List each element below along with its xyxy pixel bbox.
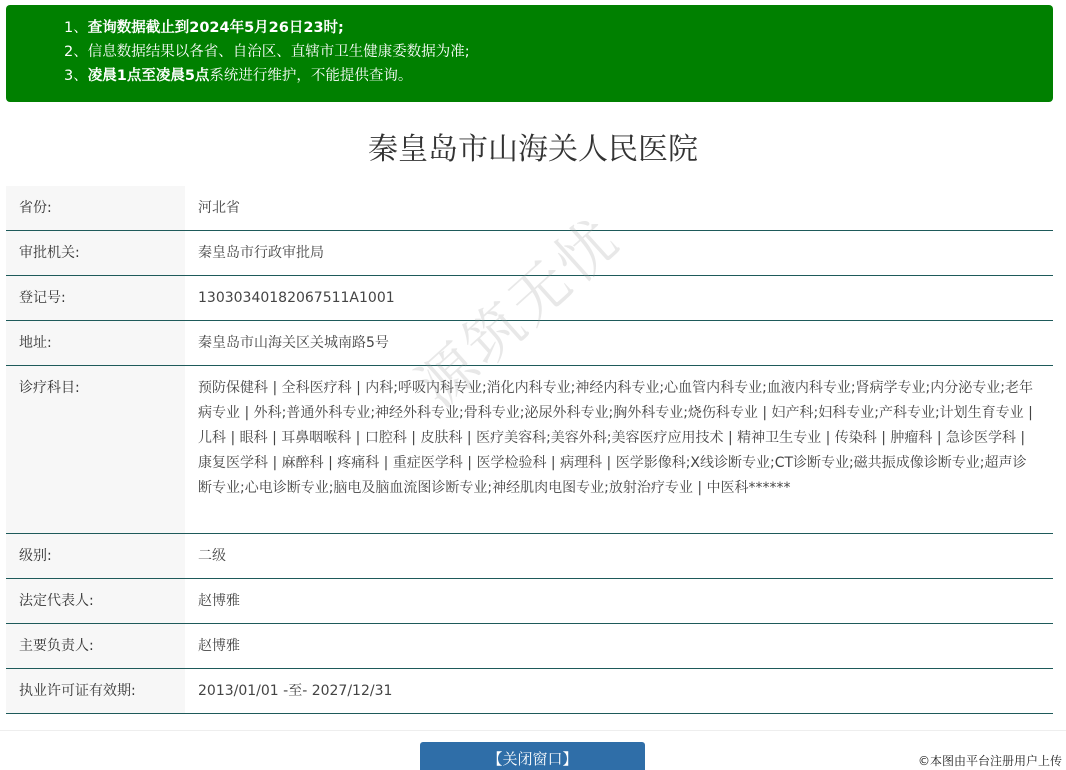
table-row-legal-rep xyxy=(6,579,1053,624)
hospital-info-table xyxy=(6,186,1053,714)
hospital-name: 秦皇岛市山海关人民医院 xyxy=(368,132,698,167)
notice-line-2-text: 信息数据结果以各省、自治区、直辖市卫生健康委数据为准; xyxy=(87,44,470,60)
table-row-reg-no xyxy=(6,276,1053,321)
authority-value: 秦皇岛市行政审批局 xyxy=(198,245,324,261)
departments-label: 诊疗科目: xyxy=(19,380,80,396)
notice-line-2-index: 2、 xyxy=(64,44,88,60)
validity-value: 2013/01/01 -至- 2027/12/31 xyxy=(198,683,393,699)
principal-value: 赵博雅 xyxy=(198,638,240,654)
authority-label: 审批机关: xyxy=(19,245,80,261)
table-row-address xyxy=(6,321,1053,366)
reg-no-label: 登记号: xyxy=(19,290,66,306)
notice-line-2 xyxy=(64,40,1053,64)
level-value: 二级 xyxy=(198,548,226,564)
table-row-level xyxy=(6,534,1053,579)
level-label: 级别: xyxy=(19,548,52,564)
notice-line-1-index: 1、 xyxy=(64,20,88,36)
validity-label: 执业许可证有效期: xyxy=(19,683,136,699)
close-window-button[interactable]: 【关闭窗口】 xyxy=(420,742,645,770)
table-row-authority xyxy=(6,231,1053,276)
footer-divider xyxy=(0,730,1066,731)
legal-rep-label: 法定代表人: xyxy=(19,593,94,609)
legal-rep-value: 赵博雅 xyxy=(198,593,240,609)
notice-line-1-text: 查询数据截止到2024年5月26日23时; xyxy=(87,20,344,36)
watermark: 源筑无忧 xyxy=(403,203,634,421)
departments-value: 预防保健科 | 全科医疗科 | 内科;呼吸内科专业;消化内科专业;神经内科专业;心血管内科专业;血液内科专业;肾病学专业;内分泌专业;老年病专业 | 外科;普通外科专业;神经外科专业;骨科专业;泌尿外科专业;胸外科专业;烧伤科专业 | 妇产科;妇科专业;产科专业;计划生育专业 | 儿科 | 眼科 | 耳鼻咽喉科 | 口腔科 | 皮肤科 | 医疗美容科;美容外科;美容医疗应用技术 | 精神卫生专业 | 传染科 | 肿瘤科 | 急诊医学科 | 康复医学科 | 麻醉科 | 疼痛科 | 重症医学科 | 医学检验科 | 病理科 | 医学影像科;X线诊断专业;CT诊断专业;磁共振成像诊断专业;超声诊断专业;心电诊断专业;脑电及脑血流图诊断专业;神经肌肉电图专业;放射治疗专业 | 中医科****** xyxy=(198,380,1033,496)
notice-line-1 xyxy=(64,16,1053,40)
address-label: 地址: xyxy=(19,335,52,351)
notice-line-3-index: 3、 xyxy=(64,68,88,84)
table-row-province xyxy=(6,186,1053,231)
principal-label: 主要负责人: xyxy=(19,638,94,654)
upload-notice: ©本图由平台注册用户上传 xyxy=(917,754,1062,768)
province-value: 河北省 xyxy=(198,200,240,216)
table-row-departments xyxy=(6,366,1053,534)
notice-line-3-bold: 凌晨1点至凌晨5点 xyxy=(87,68,210,84)
table-row-validity xyxy=(6,669,1053,714)
notice-line-3 xyxy=(64,64,1053,88)
reg-no-value: 13030340182067511A1001 xyxy=(198,290,395,306)
address-value: 秦皇岛市山海关区关城南路5号 xyxy=(198,335,389,351)
table-row-principal xyxy=(6,624,1053,669)
notice-banner xyxy=(6,5,1053,102)
notice-line-3-text: 系统进行维护，不能提供查询。 xyxy=(209,68,413,84)
province-label: 省份: xyxy=(19,200,52,216)
